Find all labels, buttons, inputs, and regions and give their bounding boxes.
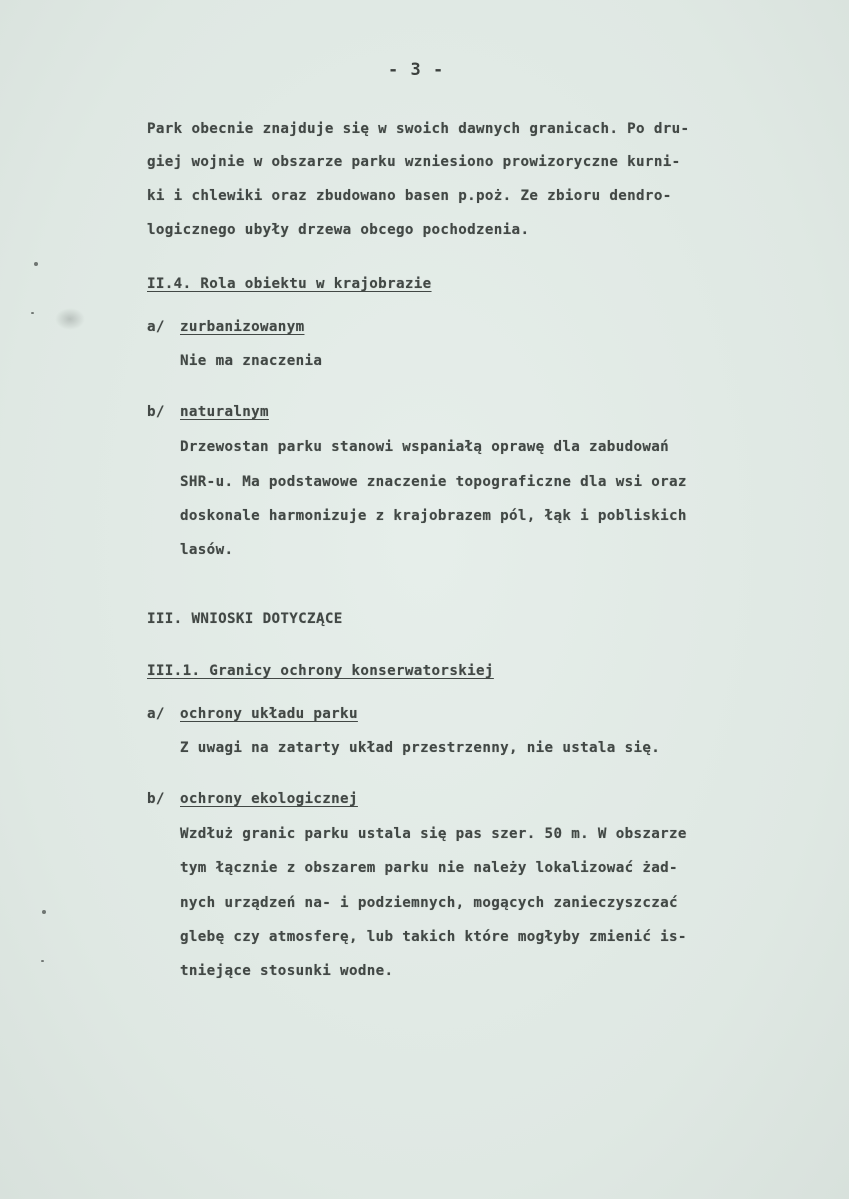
body-line: Nie ma znaczenia <box>180 353 323 369</box>
body-line: Z uwagi na zatarty układ przestrzenny, nie ustala się. <box>180 740 661 756</box>
body-line: lasów. <box>180 542 234 558</box>
section-heading: III.1. Granicy ochrony konserwatorskiej <box>147 663 494 679</box>
body-line: giej wojnie w obszarze parku wzniesiono prowizoryczne kurni- <box>147 154 681 170</box>
scan-speck <box>41 960 44 962</box>
list-label: ochrony układu parku <box>180 706 358 722</box>
scan-speck <box>42 910 46 914</box>
list-label: ochrony ekologicznej <box>180 791 358 807</box>
list-label: zurbanizowanym <box>180 319 305 335</box>
body-line: logicznego ubyły drzewa obcego pochodzenia. <box>147 222 530 238</box>
scan-speck <box>31 312 34 314</box>
scan-speck <box>34 262 38 266</box>
section-heading: II.4. Rola obiektu w krajobrazie <box>147 276 432 292</box>
page-number: - 3 - <box>388 60 445 80</box>
body-line: SHR-u. Ma podstawowe znaczenie topograficzne dla wsi oraz <box>180 474 687 490</box>
list-label: naturalnym <box>180 404 269 420</box>
body-line: ki i chlewiki oraz zbudowano basen p.poż. Ze zbioru dendro- <box>147 188 672 204</box>
list-prefix: b/ <box>147 404 165 420</box>
body-line: nych urządzeń na- i podziemnych, mogących zanieczyszczać <box>180 895 678 911</box>
body-line: Wzdłuż granic parku ustala się pas szer. 50 m. W obszarze <box>180 826 687 842</box>
body-line: Park obecnie znajduje się w swoich dawnych granicach. Po dru- <box>147 121 690 137</box>
list-prefix: a/ <box>147 319 165 335</box>
list-prefix: a/ <box>147 706 165 722</box>
body-line: doskonale harmonizuje z krajobrazem pól, łąk i pobliskich <box>180 508 687 524</box>
body-line: tym łącznie z obszarem parku nie należy lokalizować żad- <box>180 860 678 876</box>
body-line: glebę czy atmosferę, lub takich które mogłyby zmienić is- <box>180 929 687 945</box>
body-line: tniejące stosunki wodne. <box>180 963 394 979</box>
scan-smudge <box>55 308 85 330</box>
section-heading: III. WNIOSKI DOTYCZĄCE <box>147 611 343 627</box>
list-prefix: b/ <box>147 791 165 807</box>
body-line: Drzewostan parku stanowi wspaniałą oprawę dla zabudowań <box>180 439 670 455</box>
